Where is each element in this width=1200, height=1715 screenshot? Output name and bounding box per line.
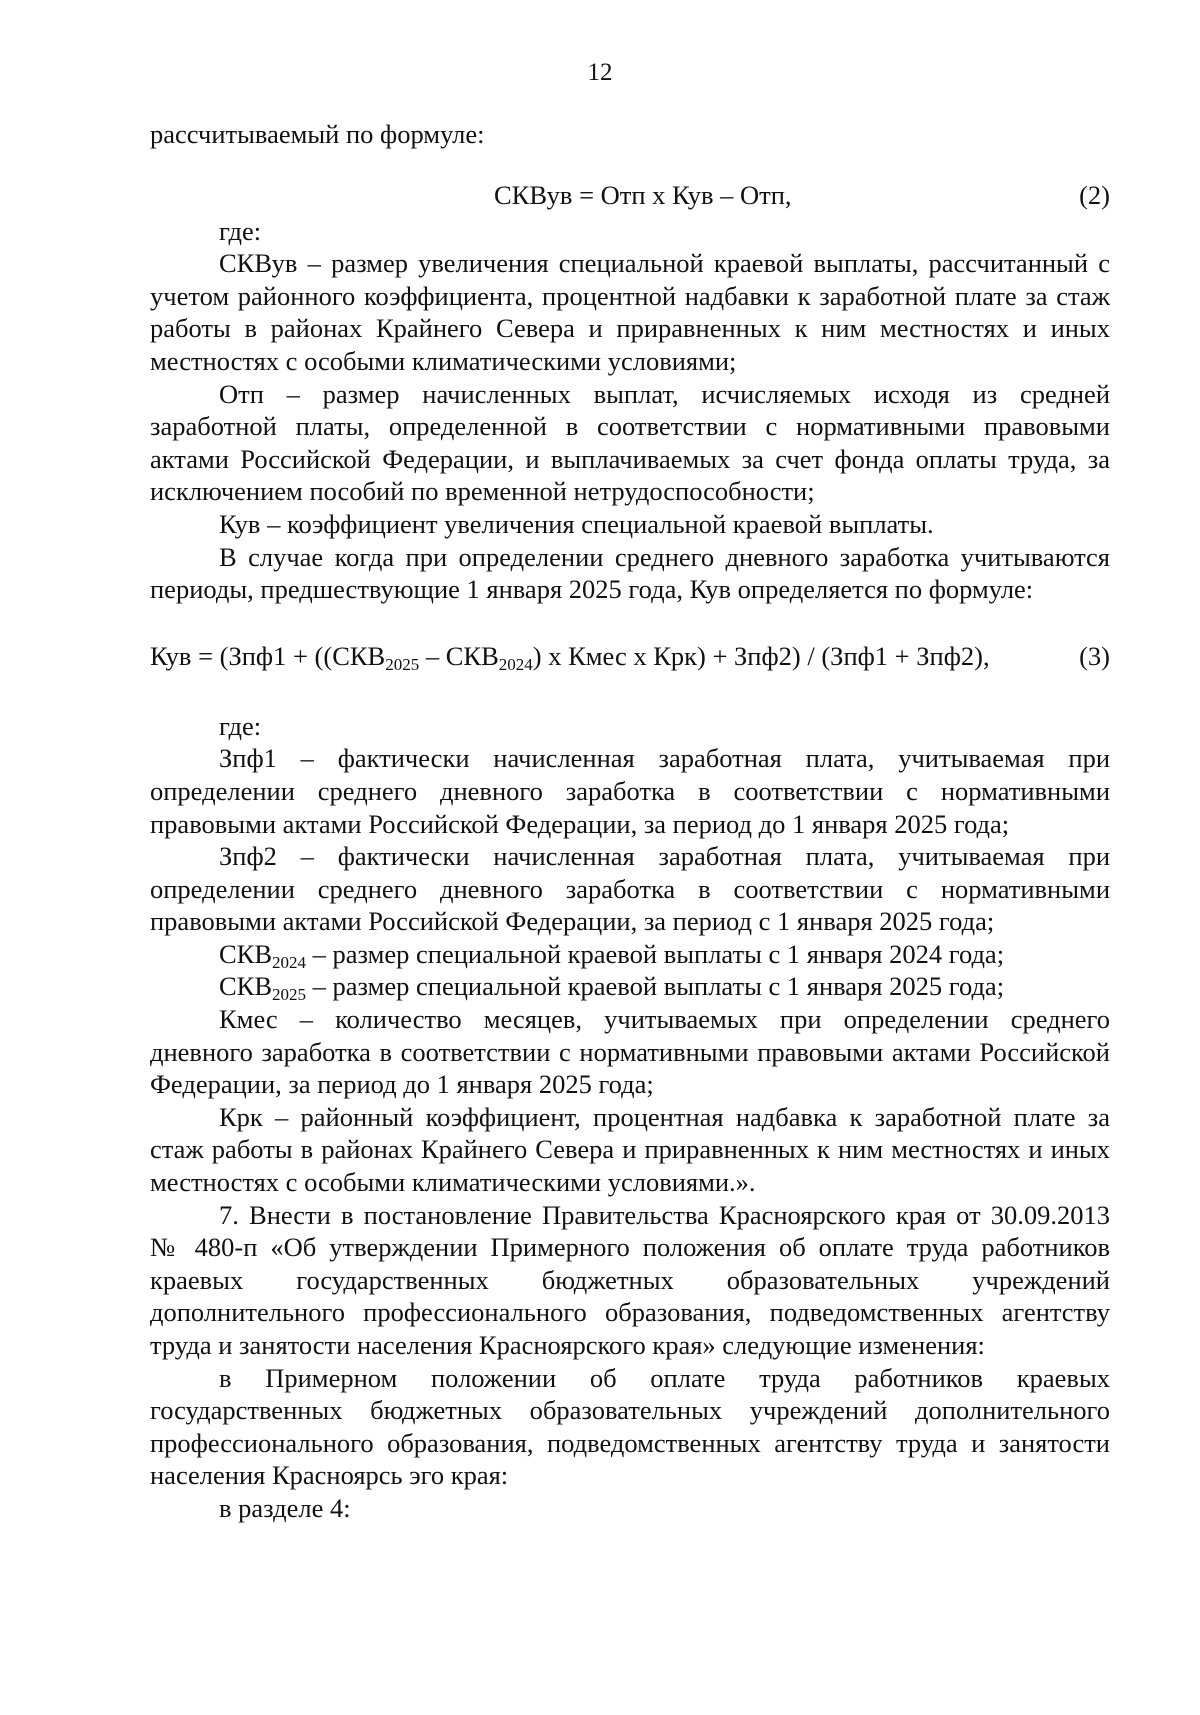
item-7-paragraph: 7. Внести в постановление Правительства Красноярского края от 30.09.2013 № 480-п «Об утверждении Примерного положения об оплате труда работников краевых государственных бюджетных образовательных учреждений дополнительного профессионального образования, подведомственных агентству труда и занятости населения Красноярского края» следующие изменения:	[150, 1199, 1110, 1360]
definition-zpf1: Зпф1 – фактически начисленная заработная плата, учитываемая при определении среднего дневного заработка в соответствии с нормативными правовыми актами Российской Федерации, за период до 1 января 2025 года;	[150, 743, 1110, 839]
item-7-subparagraph: в Примерном положении об оплате труда работников краевых государственных бюджетных образовательных учреждений дополнительного профессионального образования, подведомственных агентству труда и занятости населения Красноярсь эго края:	[150, 1362, 1110, 1491]
formula-3	[150, 640, 990, 673]
case-paragraph: В случае когда при определении среднего дневного заработка учитываются периоды, предшествующие 1 января 2025 года, Кув определяется по формуле:	[150, 541, 1110, 605]
definition-kmes: Кмес – количество месяцев, учитываемых при определении среднего дневного заработка в соответствии с нормативными правовыми актами Российской Федерации, за период до 1 января 2025 года;	[150, 1004, 1110, 1100]
skv2025-subscript: 2025	[272, 985, 307, 1005]
definition-skvuv: СКВув – размер увеличения специальной краевой выплаты, рассчитанный с учетом районного коэффициента, процентной надбавки к заработной плате за стаж работы в районах Крайнего Севера и приравненных к ним местностях и иных местностях с особыми климатическими условиями;	[150, 248, 1110, 376]
skv2025-symbol: СКВ	[219, 971, 273, 1002]
skv2024-text: – размер специальной краевой выплаты с 1 января 2024 года;	[306, 938, 1005, 969]
definition-skv2025	[150, 970, 1110, 1003]
section-4-line: в разделе 4:	[219, 1492, 351, 1523]
formula-2-number: (2)	[1079, 179, 1110, 210]
skv2024-symbol: СКВ	[219, 938, 273, 969]
formula-intro-line: рассчитываемый по формуле:	[150, 119, 485, 149]
formula-3-part-c: ) х Кмес х Крк) + Зпф2) / (Зпф1 + Зпф2),	[532, 640, 990, 671]
formula-3-part-b: – СКВ	[419, 640, 499, 671]
where-label-2: где:	[219, 710, 262, 741]
skv2025-text: – размер специальной краевой выплаты с 1 января 2025 года;	[306, 971, 1005, 1002]
formula-2-row	[150, 179, 1110, 215]
definition-skv2024	[150, 938, 1110, 971]
formula-3-subscript-2025: 2025	[385, 654, 420, 674]
formula-3-number: (3)	[1079, 640, 1110, 671]
formula-3-subscript-2024: 2024	[498, 654, 533, 674]
where-label-1: где:	[219, 215, 262, 246]
skv2024-subscript: 2024	[272, 952, 307, 972]
document-body	[150, 118, 1110, 1525]
definition-kuv: Кув – коэффициент увеличения специальной краевой выплаты.	[219, 508, 934, 539]
formula-2: СКВув = Отп х Кув – Отп,	[494, 179, 792, 210]
page-number: 12	[587, 59, 613, 86]
formula-3-part-a: Кув = (Зпф1 + ((СКВ	[150, 640, 386, 671]
definition-krk: Крк – районный коэффициент, процентная надбавка к заработной плате за стаж работы в районах Крайнего Севера и приравненных к ним местностях и иных местностях с особыми климатическими условиями.».	[150, 1101, 1110, 1198]
definition-otp: Отп – размер начисленных выплат, исчисляемых исходя из средней заработной платы, определенной в соответствии с нормативными правовыми актами Российской Федерации, и выплачиваемых за счет фонда оплаты труда, за исключением пособий по временной нетрудоспособности;	[150, 378, 1110, 507]
formula-3-row	[150, 640, 1110, 676]
definition-zpf2: Зпф2 – фактически начисленная заработная плата, учитываемая при определении среднего дневного заработка в соответствии с нормативными правовыми актами Российской Федерации, за период с 1 января 2025 года;	[150, 841, 1110, 937]
